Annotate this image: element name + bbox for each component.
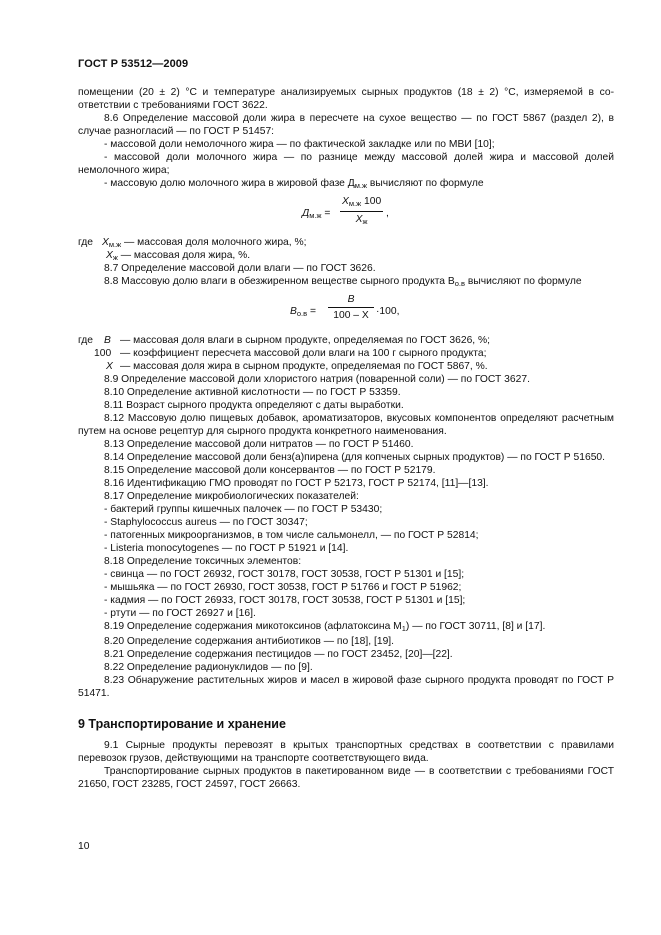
bullet-listeria: - Listeria monocytogenes — по ГОСТ Р 51921 и [14]. (104, 543, 349, 554)
formula1-denominator: $X_ж$ (355, 214, 368, 226)
formula1-comma: , (386, 208, 389, 219)
where1-row-2 (78, 249, 614, 262)
formula1-fraction (340, 195, 383, 228)
bullet-milk-fat-phase (78, 177, 614, 192)
page-content (78, 86, 614, 791)
where2-sym-3: X (106, 361, 113, 372)
bullet-cadmium: - кадмия — по ГОСТ 26933, ГОСТ 30178, ГОСТ 30538, ГОСТ Р 51301 и [15]; (104, 595, 466, 606)
where2-row-3 (78, 360, 614, 373)
where2-label: где (78, 335, 94, 346)
bullet-nonmilk-fat: - массовой доли немолочного жира — по фактической закладке или по МВИ [10]; (104, 139, 495, 150)
formula2-lhs: $В_{о.в}$ = (290, 306, 316, 318)
document-header: ГОСТ Р 53512—2009 (78, 58, 189, 70)
item-9-1: 9.1 Сырные продукты перевозят в крытых транспортных средствах в соответствии с правилами перевозок грузов, действующими на транспорте соответствующего вида. (78, 740, 614, 764)
item-8-16: 8.16 Идентификацию ГМО проводят по ГОСТ Р 52173, ГОСТ Р 52174, [11]—[13]. (104, 478, 489, 489)
where1-label: где (78, 237, 94, 248)
where2-def-3: — массовая доля жира в сырном продукте, определяемая по ГОСТ 5867, %. (120, 361, 488, 372)
bullet-mercury: - ртути — по ГОСТ 26927 и [16]. (104, 608, 256, 619)
where2-sym-2: 100 (94, 348, 112, 359)
formula2-denominator: 100 – X (333, 310, 369, 321)
bullet-arsenic: - мышьяка — по ГОСТ 26930, ГОСТ 30538, ГОСТ Р 51766 и ГОСТ Р 51962; (104, 582, 462, 593)
section-9-title: 9 Транспортирование и хранение (78, 717, 286, 731)
item-8-14: 8.14 Определение массовой доли бенз(а)пирена (для копченых сырных продуктов) — по ГОСТ Р 51650. (104, 452, 606, 463)
where2-row-1 (78, 334, 614, 347)
where2-sym-1: В (104, 335, 111, 346)
item-8-23: 8.23 Обнаружение растительных жиров и масел в жировой фазе сырного продукта проводят по ГОСТ Р 51471. (78, 675, 614, 699)
bullet-lead: - свинца — по ГОСТ 26932, ГОСТ 30178, ГОСТ 30538, ГОСТ Р 51301 и [15]; (104, 569, 465, 580)
where1-row-1 (78, 236, 614, 249)
where1-def-2: $X_ж$ — массовая доля жира, %. (106, 250, 251, 262)
where1-def-1: $X_{м.ж}$ — массовая доля молочного жира, %; (102, 237, 307, 249)
item-8-13: 8.13 Определение массовой доли нитратов — по ГОСТ Р 51460. (104, 439, 414, 450)
bullet-staphylococcus: - Staphylococcus aureus — по ГОСТ 30347; (104, 517, 308, 528)
bullet-milk-fat-phase-end: вычисляют по формуле (367, 178, 484, 189)
bullet-milk-fat-phase-text: - массовую долю молочного жира в жировой фазе Д (104, 178, 355, 189)
formula1-numerator: $X_{м.ж}$ 100 (340, 195, 383, 212)
formula2-fraction (328, 293, 374, 322)
formula-milk-fat-share (78, 192, 614, 236)
item-8-6: 8.6 Определение массовой доли жира в пересчете на сухое вещество — по ГОСТ 5867 (раздел 2), в случае разногласий — по ГОСТ Р 51457: (78, 113, 614, 137)
bullet-coliform: - бактерий группы кишечных палочек — по ГОСТ Р 53430; (104, 504, 383, 515)
where2-def-1: — массовая доля влаги в сырном продукте, определяемая по ГОСТ 3626, %; (120, 335, 491, 346)
item-8-7: 8.7 Определение массовой доли влаги — по ГОСТ 3626. (104, 263, 376, 274)
item-8-17: 8.17 Определение микробиологических показателей: (104, 491, 359, 502)
formula1-lhs: $Д_{м.ж}$ = (302, 208, 331, 220)
item-8-21: 8.21 Определение содержания пестицидов — по ГОСТ 23452, [20]—[22]. (104, 649, 453, 660)
item-8-12: 8.12 Массовую долю пищевых добавок, ароматизаторов, вкусовых компонентов определяют расчетным путем на основе рецептур для сырного продукта конкретного наименования. (78, 413, 614, 437)
where2-def-2: — коэффициент пересчета массовой доли влаги на 100 г сырного продукта; (120, 348, 487, 359)
item-8-9: 8.9 Определение массовой доли хлористого натрия (поваренной соли) — по ГОСТ 3627. (104, 374, 530, 385)
page-number: 10 (78, 841, 90, 852)
item-8-19: 8.19 Определение содержания микотоксинов (афлатоксина $М_1$) — по ГОСТ 30711, [8] и [17]. (104, 621, 546, 633)
bullet-pathogens: - патогенных микроорганизмов, в том числе сальмонелл, — по ГОСТ Р 52814; (104, 530, 479, 541)
item-8-8: 8.8 Массовую долю влаги в обезжиренном веществе сырного продукта $В_{о.в}$ вычисляют по формуле (104, 276, 582, 288)
item-8-11: 8.11 Возраст сырного продукта определяют с даты выработки. (104, 400, 404, 411)
formula2-numerator: В (328, 293, 374, 308)
where2-row-2 (78, 347, 614, 360)
item-8-20: 8.20 Определение содержания антибиотиков — по [18], [19]. (104, 636, 395, 647)
item-8-18: 8.18 Определение токсичных элементов: (104, 556, 302, 567)
bullet-milk-fat: - массовой доли молочного жира — по разнице между массовой долей жира и массовой долей немолочного жира; (78, 152, 614, 176)
section-9-paragraph-2: Транспортирование сырных продуктов в пакетированном виде — в соответствии с требованиями ГОСТ 21650, ГОСТ 23285, ГОСТ 24597, ГОСТ 26663. (78, 766, 614, 790)
bullet-milk-fat-phase-sub: м.ж (354, 181, 367, 190)
item-8-15: 8.15 Определение массовой доли консервантов — по ГОСТ Р 52179. (104, 465, 436, 476)
formula2-multiplier: ·100, (376, 306, 400, 317)
item-8-22: 8.22 Определение радионуклидов — по [9]. (104, 662, 313, 673)
item-8-10: 8.10 Определение активной кислотности — по ГОСТ Р 53359. (104, 387, 401, 398)
paragraph-intro: помещении (20 ± 2) °С и температуре анализируемых сырных продуктов (18 ± 2) °С, измеряемой в соответствии с требованиями ГОСТ 3622. (78, 87, 614, 111)
formula-moisture-share (78, 290, 614, 334)
